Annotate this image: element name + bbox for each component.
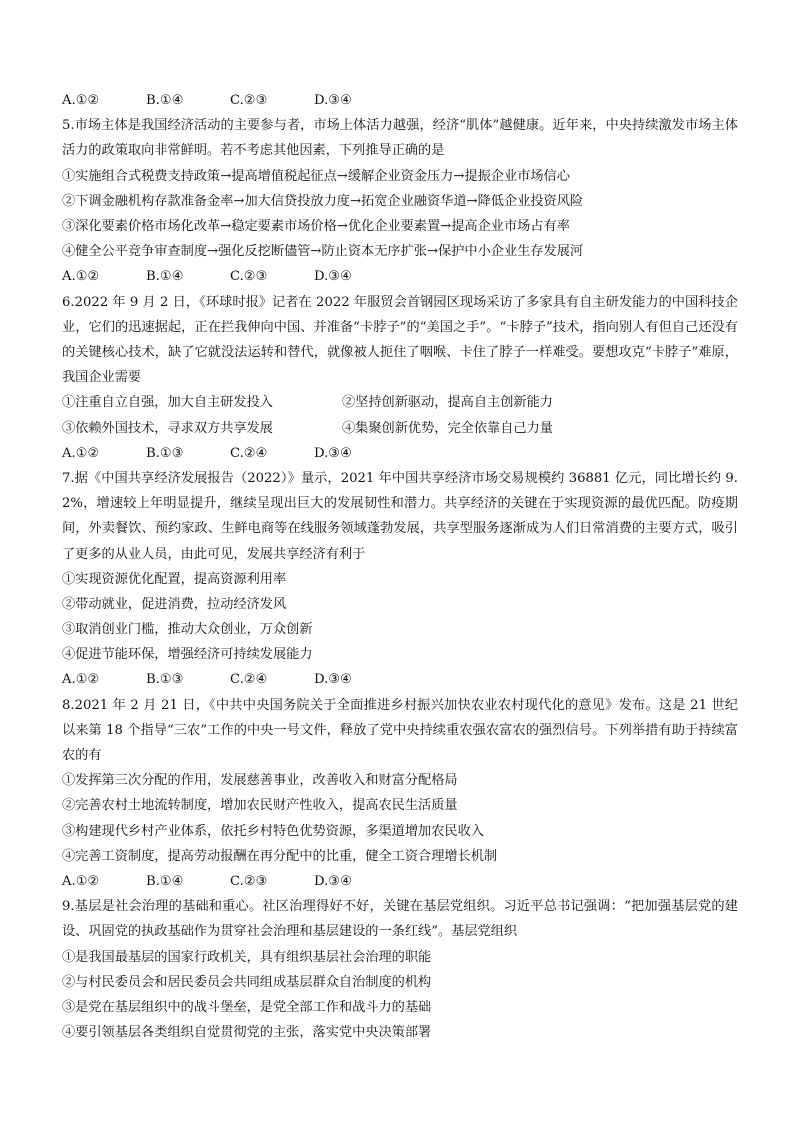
- question-option: ④完善工资制度，提高劳动报酬在再分配中的比重，健全工资合理增长机制: [62, 848, 498, 864]
- question-9: [62, 894, 738, 1045]
- answer-option-c[interactable]: C.②③: [230, 93, 268, 108]
- question-stem: 8.2021 年 2 月 21 日，《中共中央国务院关于全面推进乡村振兴加快农业农村现代化的意见》发布。这是 21 世纪以来第 18 个指导“三农”工作的中央一号文件，释放了党中央持续重农强农富农的强烈信号。下列举措有助于持续富农的有: [62, 697, 738, 764]
- question-option: ②完善农村土地流转制度，增加农民财产性收入，提高农民生活质量: [62, 798, 458, 814]
- question-option: ①实施组合式税费支持政策→提高增值税起征点→缓解企业资金压力→提振企业市场信心: [62, 168, 570, 184]
- question-option: ②与村民委员会和居民委员会共同组成基层群众自治制度的机构: [62, 974, 432, 990]
- question-stem: 5.市场主体是我国经济活动的主要参与者，市场上体活力越强，经济“肌体”越健康。近年来，中央持续激发市场主体活力的政策取向非常鲜明。若不考虑其他因素，下列推导正确的是: [62, 118, 738, 159]
- answer-row: [62, 264, 738, 289]
- option-pair: [62, 416, 738, 441]
- question-option: ②带动就业，促进消费，拉动经济发风: [62, 596, 287, 612]
- question-8: [62, 693, 738, 895]
- question-option: ③取消创业门槛，推动大众创业，万众创新: [62, 622, 313, 638]
- answer-option-b[interactable]: B.①③: [146, 672, 184, 688]
- answer-option-d[interactable]: D.③④: [314, 672, 352, 688]
- answer-option-a[interactable]: A.①②: [62, 93, 100, 108]
- answer-option-a[interactable]: A.①②: [62, 445, 100, 461]
- answer-option-c[interactable]: C.②③: [230, 874, 268, 890]
- question-6: [62, 290, 738, 466]
- question-stem: 6.2022 年 9 月 2 日，《环球时报》记者在 2022 年服贸会首钢园区现场采访了多家具有自主研发能力的中国科技企业，它们的迅速据起，正在拦我伸向中国、并准备“卡脖子”的“美国之手”。“卡脖子”技术，指向别人有但自己还没有的关键核心技术，缺了它就没法运转和替代，就像被人扼住了咽喉、卡住了脖子一样难受。要想攻克“卡脖子”难原，我国企业需要: [62, 294, 738, 386]
- answer-option-c[interactable]: C.②③: [230, 269, 268, 285]
- question-option: ①是我国最基层的国家行政机关，具有组织基层社会治理的职能: [62, 949, 432, 965]
- answer-option-d[interactable]: D.③④: [314, 269, 352, 285]
- prev-answer-row: [62, 88, 738, 113]
- answer-option-b[interactable]: B.①④: [146, 93, 184, 108]
- question-option: ③依赖外国技术，寻求双方共享发展: [62, 420, 273, 436]
- exam-page: [62, 88, 738, 1045]
- answer-option-c[interactable]: C.②④: [230, 672, 268, 688]
- question-option: ④健全公平竞争审查制度→强化反挖断儘管→防止资本无序扩张→保护中小企业生存发展河: [62, 244, 584, 260]
- question-stem: 9.基层是社会治理的基础和重心。社区治理得好不好，关键在基层党组织。习近平总书记强调：“把加强基层党的建设、巩固党的执政基础作为贯穿社会治理和基层建设的一条红线”。基层党组织: [62, 899, 738, 940]
- answer-row: [62, 667, 738, 692]
- answer-option-b[interactable]: B.①④: [146, 269, 184, 285]
- answer-option-b[interactable]: B.①③: [146, 445, 184, 461]
- answer-option-b[interactable]: B.①④: [146, 874, 184, 890]
- answer-option-a[interactable]: A.①②: [62, 874, 100, 890]
- question-option: ①实现资源优化配置，提高资源利用率: [62, 571, 287, 587]
- answer-option-c[interactable]: C.②④: [230, 445, 268, 461]
- question-option: ①发挥第三次分配的作用，发展慈善事业，改善收入和财富分配格局: [62, 773, 458, 789]
- question-option: ①注重自立自强，加大自主研发投入: [62, 395, 273, 411]
- question-option: ③是党在基层组织中的战斗堡垒，是党全部工作和战斗力的基础: [62, 999, 432, 1015]
- question-option: ②下调金融机构存款准备金率→加大信贷投放力度→拓宽企业融资华道→降低企业投资风险: [62, 193, 584, 209]
- question-5: [62, 113, 738, 289]
- option-pair: [62, 390, 738, 415]
- question-stem: 7.据《中国共享经济发展报告（2022）》量示，2021 年中国共享经济市场交易规模约 36881 亿元，同比增长约 9.2%，增速较上年明显提升，继续呈现出巨大的发展韧性和潜力。共享经济的关键在于实现资源的最优匹配。防疫期间，外卖餐饮、预约家政、生鲜电商等在线服务领域蓬勃发展，共享型服务逐渐成为人们日常消费的主要方式，吸引了更多的从业人员，由此可见，发展共享经济有利于: [62, 470, 738, 562]
- question-option: ③深化要素价格市场化改革→稳定要素市场价格→优化企业要素置→提高企业市场占有率: [62, 218, 570, 234]
- answer-option-a[interactable]: A.①②: [62, 672, 100, 688]
- question-option: ④促进节能环保，增强经济可持续发展能力: [62, 647, 313, 663]
- answer-option-d[interactable]: D.③④: [314, 874, 352, 890]
- answer-option-d[interactable]: D.③④: [314, 93, 352, 108]
- question-option: ③构建现代乡村产业体系，依托乡村特色优势资源，多渠道增加农民收入: [62, 823, 484, 839]
- question-option: ④集聚创新优势，完全依靠自己力量: [342, 420, 553, 436]
- answer-option-d[interactable]: D.③④: [314, 445, 352, 461]
- question-option: ④要引领基层各类组织自觉贯彻党的主张，落实党中央决策部署: [62, 1025, 432, 1041]
- question-option: ②坚持创新驱动，提高自主创新能力: [342, 395, 553, 411]
- answer-row: [62, 441, 738, 466]
- answer-option-a[interactable]: A.①②: [62, 269, 100, 285]
- answer-row: [62, 869, 738, 894]
- question-7: [62, 466, 738, 693]
